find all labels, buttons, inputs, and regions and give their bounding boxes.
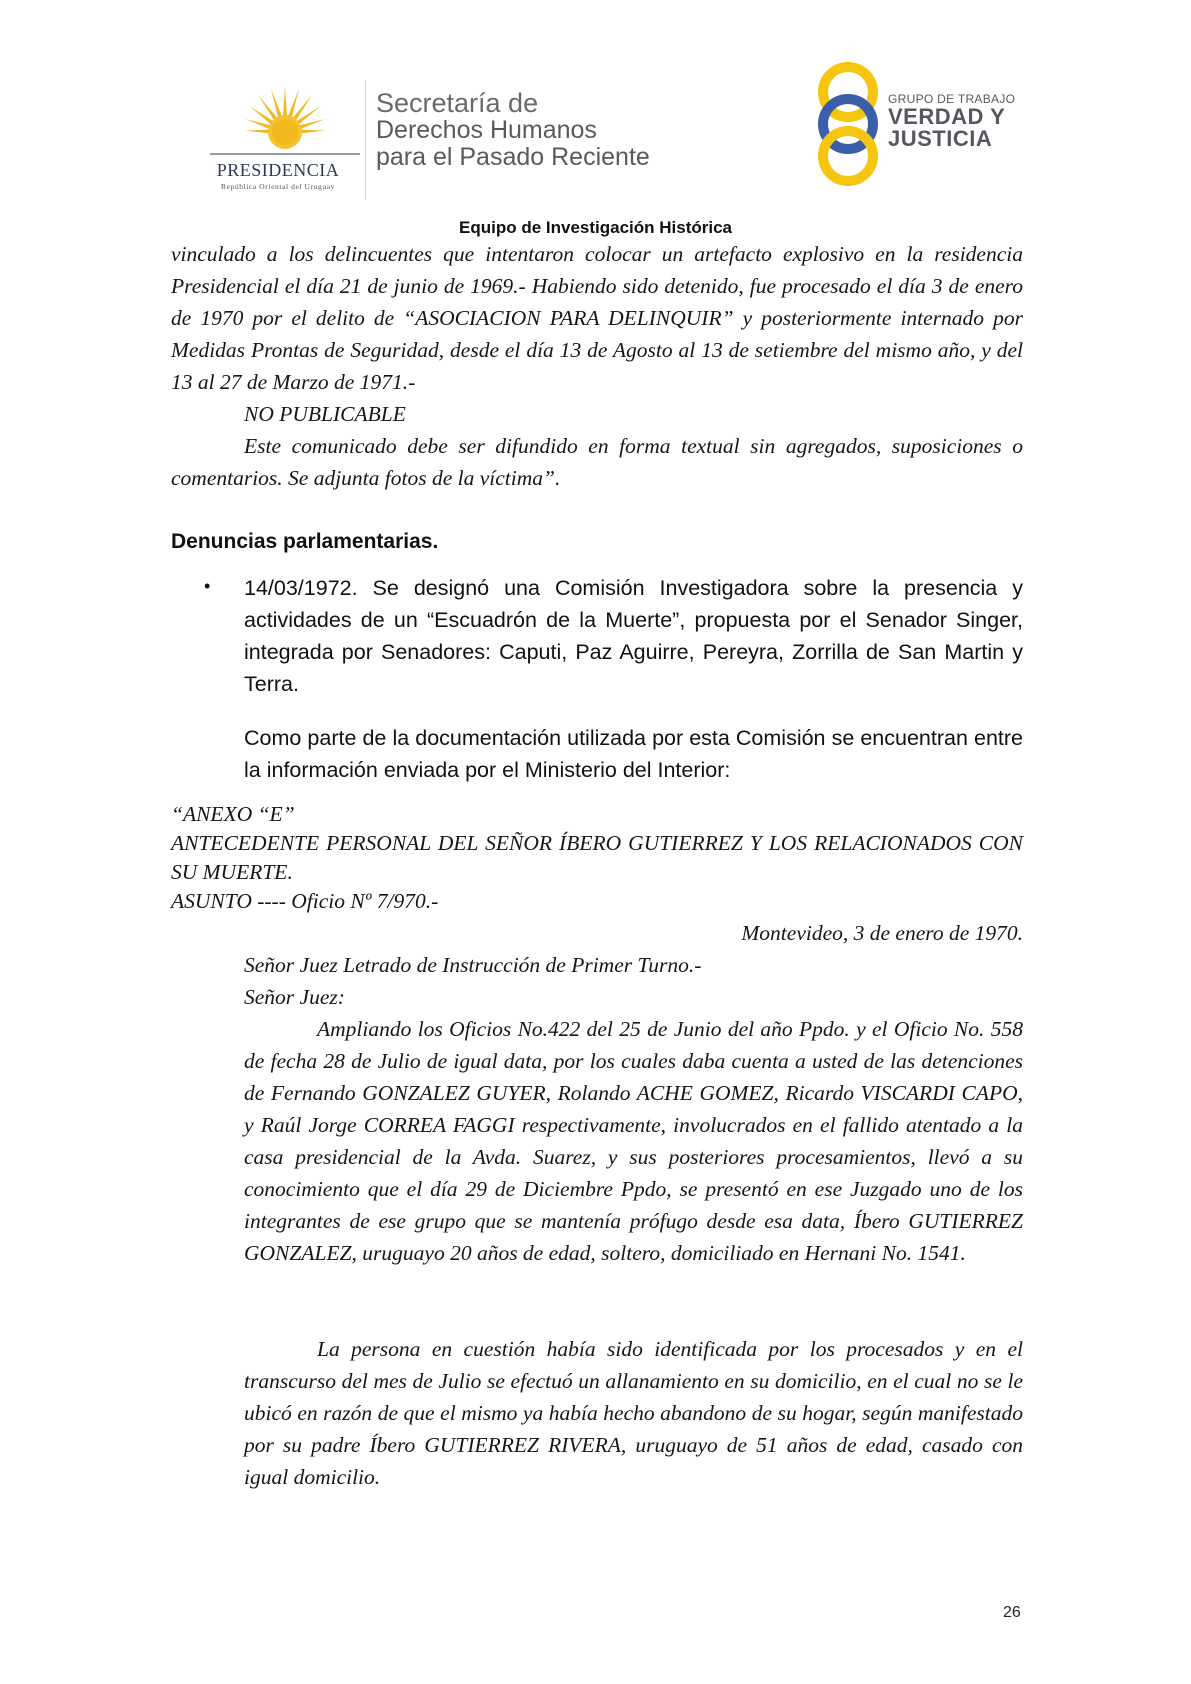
- grupo-line-2: VERDAD Y: [888, 104, 1006, 129]
- letter-paragraph-2: La persona en cuestión había sido identificada por los procesados y en el transcurso del mes de Julio se efectuó un allanamiento en su domicilio, en el cual no se le ubicó en razón de que el mismo ya había hecho abandono de su hogar, según manifestado por su padre Íbero GUTIERREZ RIVERA, uruguayo de 51 años de edad, casado con igual domicilio.: [244, 1337, 1023, 1489]
- annex-asunto: ASUNTO ---- Oficio Nº 7/970.-: [171, 889, 439, 913]
- letter-paragraph-1: Ampliando los Oficios No.422 del 25 de Junio del año Ppdo. y el Oficio No. 558 de fecha 28 de Julio de igual data, por los cuales daba cuenta a usted de las detenciones de Fernando GONZALEZ GUYER, Rolando ACHE GOMEZ, Ricardo VISCARDI CAPO, y Raúl Jorge CORREA FAGGI respectivamente, involucrados en el fallido atentado a la casa presidencial de la Avda. Suarez, y sus posteriores procesamientos, llevó a su conocimiento que el día 29 de Diciembre Ppdo, se presentó en ese Juzgado uno de los integrantes de ese grupo que se mantenía prófugo desde esa data, Íbero GUTIERREZ GONZALEZ, uruguayo 20 años de edad, soltero, domiciliado en Hernani No. 1541.: [244, 1017, 1023, 1265]
- letter-addressee: Señor Juez Letrado de Instrucción de Primer Turno.-: [244, 953, 702, 977]
- header-divider: [365, 80, 366, 200]
- grupo-line-1: GRUPO DE TRABAJO: [888, 92, 1016, 106]
- sun-emblem-icon: [200, 80, 370, 160]
- grupo-line-3: JUSTICIA: [888, 126, 993, 151]
- letter-salutation: Señor Juez:: [244, 985, 345, 1009]
- page-number: 26: [1003, 1604, 1021, 1621]
- bullet-item: 14/03/1972. Se designó una Comisión Investigadora sobre la presencia y actividades de un “Escuadrón de la Muerte”, propuesta por el Senador Singer, integrada por Senadores: Caputi, Paz Aguirre, Pereyra, Zorrilla de San Martin y Terra.: [244, 576, 1023, 696]
- intro-paragraph: vinculado a los delincuentes que intentaron colocar un artefacto explosivo en la residencia Presidencial el día 21 de junio de 1969.- Habiendo sido detenido, fue procesado el día 3 de enero de 1970 por el delito de “ASOCIACION PARA DELINQUIR” y posteriormente internado por Medidas Prontas de Seguridad, desde el día 13 de Agosto al 13 de setiembre del mismo año, y del 13 al 27 de Marzo de 1971.-: [171, 242, 1023, 394]
- bullet-icon: •: [204, 576, 211, 596]
- comunicado-paragraph: Este comunicado debe ser difundido en forma textual sin agregados, suposiciones o comentarios. Se adjunta fotos de la víctima”.: [171, 434, 1023, 490]
- annex-subject: ANTECEDENTE PERSONAL DEL SEÑOR ÍBERO GUTIERREZ Y LOS RELACIONADOS CON SU MUERTE.: [171, 831, 1023, 884]
- presidencia-label: PRESIDENCIA: [216, 160, 340, 180]
- no-publicable-label: NO PUBLICABLE: [244, 402, 406, 426]
- team-title: Equipo de Investigación Histórica: [459, 218, 732, 237]
- section-heading: Denuncias parlamentarias.: [171, 530, 439, 553]
- page-header: [0, 62, 1191, 202]
- republica-label: República Oriental del Uruguay: [220, 182, 335, 191]
- grupo-trabajo-logo-text: [888, 92, 1015, 150]
- annex-title: “ANEXO “E”: [171, 802, 295, 826]
- verdad-justicia-rings-icon: [810, 62, 900, 188]
- secretaria-line-2: Derechos Humanos: [376, 116, 597, 144]
- secretaria-line-3: para el Pasado Reciente: [376, 143, 650, 171]
- letter-date: Montevideo, 3 de enero de 1970.: [741, 921, 1023, 945]
- commission-paragraph: Como parte de la documentación utilizada por esta Comisión se encuentran entre la información enviada por el Ministerio del Interior:: [244, 726, 1023, 782]
- secretaria-line-1: Secretaría de: [376, 88, 539, 118]
- secretaria-title: [376, 90, 650, 171]
